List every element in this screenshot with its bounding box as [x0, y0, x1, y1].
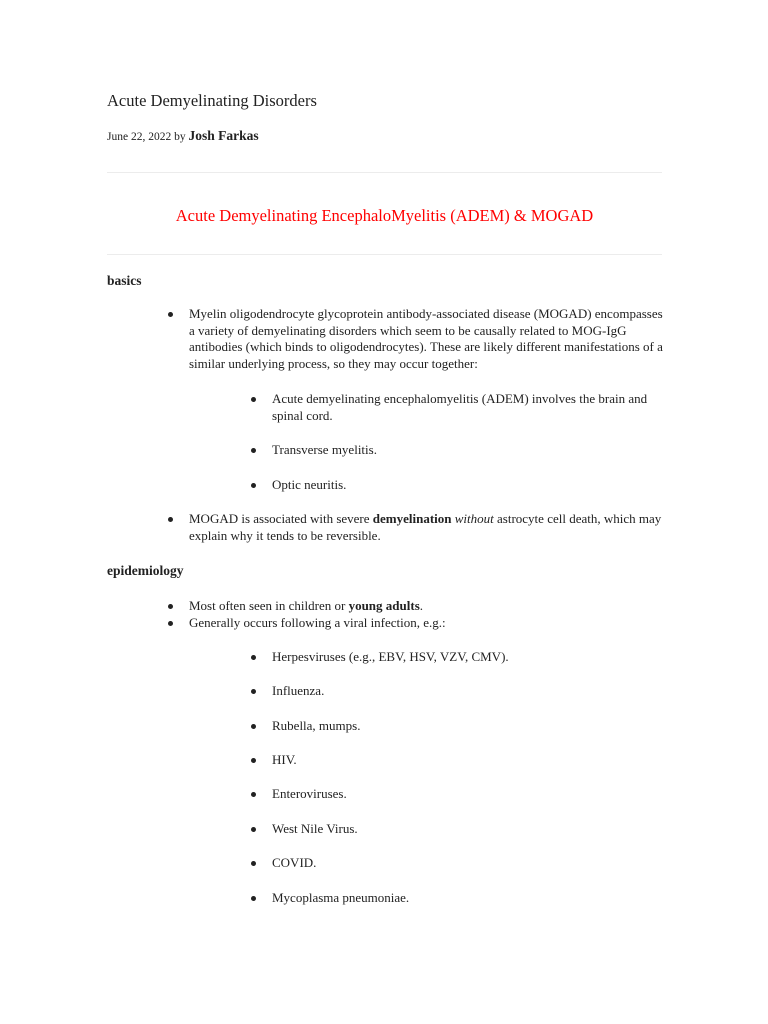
bullet-icon: [251, 448, 256, 453]
list-item-text: Herpesviruses (e.g., EBV, HSV, VZV, CMV).: [272, 649, 509, 664]
list-item-text-post: astrocyte cell death, which may explain why it tends to be reversible.: [189, 511, 662, 543]
list-item-text: Optic neuritis.: [272, 477, 347, 492]
sub-list-item: [272, 821, 662, 838]
sub-list-item: [272, 752, 662, 769]
list-item-text-pre: Most often seen in children or: [189, 598, 349, 613]
list-item-text: COVID.: [272, 855, 317, 870]
bullet-icon: [251, 655, 256, 660]
list-item-text: Myelin oligodendrocyte glycoprotein antibody-associated disease (MOGAD) encompasses a variety of demyelinating disorders which seem to be causally related to MOG-IgG antibodies (which binds to oligodendrocytes). These are likely different manifestations of a similar underlying process, so they may occur together:: [189, 306, 663, 371]
bullet-icon: [168, 517, 173, 522]
post-title[interactable]: Acute Demyelinating Disorders: [107, 91, 317, 110]
list-item-text: Transverse myelitis.: [272, 442, 377, 457]
bullet-icon: [168, 604, 173, 609]
post-meta: [107, 128, 259, 144]
section-title: Acute Demyelinating EncephaloMyelitis (ADEM) & MOGAD: [175, 206, 594, 225]
list-item-text: West Nile Virus.: [272, 821, 358, 836]
sub-list-item: [272, 391, 662, 424]
bullet-icon: [251, 758, 256, 763]
post-date[interactable]: June 22, 2022: [107, 131, 172, 143]
bullet-icon: [168, 621, 173, 626]
sub-list-item: [272, 649, 662, 666]
epidemiology-heading: epidemiology: [107, 563, 184, 578]
sub-list-item: [272, 855, 662, 872]
bullet-icon: [251, 724, 256, 729]
post-author[interactable]: Josh Farkas: [188, 128, 259, 143]
bullet-icon: [251, 861, 256, 866]
sub-list-item: [272, 718, 662, 735]
list-item-text: Acute demyelinating encephalomyelitis (ADEM) involves the brain and spinal cord.: [272, 391, 648, 423]
emphasis-bold: young adults: [348, 598, 420, 613]
list-item: [189, 511, 664, 544]
bullet-icon: [251, 483, 256, 488]
list-item-text: Generally occurs following a viral infection, e.g.:: [189, 615, 446, 630]
list-item-text-post: .: [419, 598, 423, 613]
list-item-text: HIV.: [272, 752, 297, 767]
list-item-text: Rubella, mumps.: [272, 718, 361, 733]
list-item-text: Influenza.: [272, 683, 325, 698]
bullet-icon: [251, 896, 256, 901]
sub-list-item: [272, 477, 662, 494]
divider: [107, 254, 662, 255]
sub-list-item: [272, 683, 662, 700]
list-item-text: Enteroviruses.: [272, 786, 347, 801]
emphasis-italic: without: [454, 511, 494, 526]
basics-heading: basics: [107, 273, 142, 288]
emphasis-bold: demyelination: [372, 511, 452, 526]
sub-list-item: [272, 890, 662, 907]
list-item: [189, 306, 664, 372]
list-item: [189, 598, 664, 615]
sub-list-item: [272, 786, 662, 803]
post-by: by: [174, 131, 186, 143]
list-item-text-pre: MOGAD is associated with severe: [189, 511, 373, 526]
bullet-icon: [251, 689, 256, 694]
list-item-text: Mycoplasma pneumoniae.: [272, 890, 410, 905]
sub-list-item: [272, 442, 662, 459]
bullet-icon: [251, 397, 256, 402]
bullet-icon: [251, 827, 256, 832]
divider: [107, 172, 662, 173]
bullet-icon: [251, 792, 256, 797]
bullet-icon: [168, 312, 173, 317]
list-item: [189, 615, 664, 632]
